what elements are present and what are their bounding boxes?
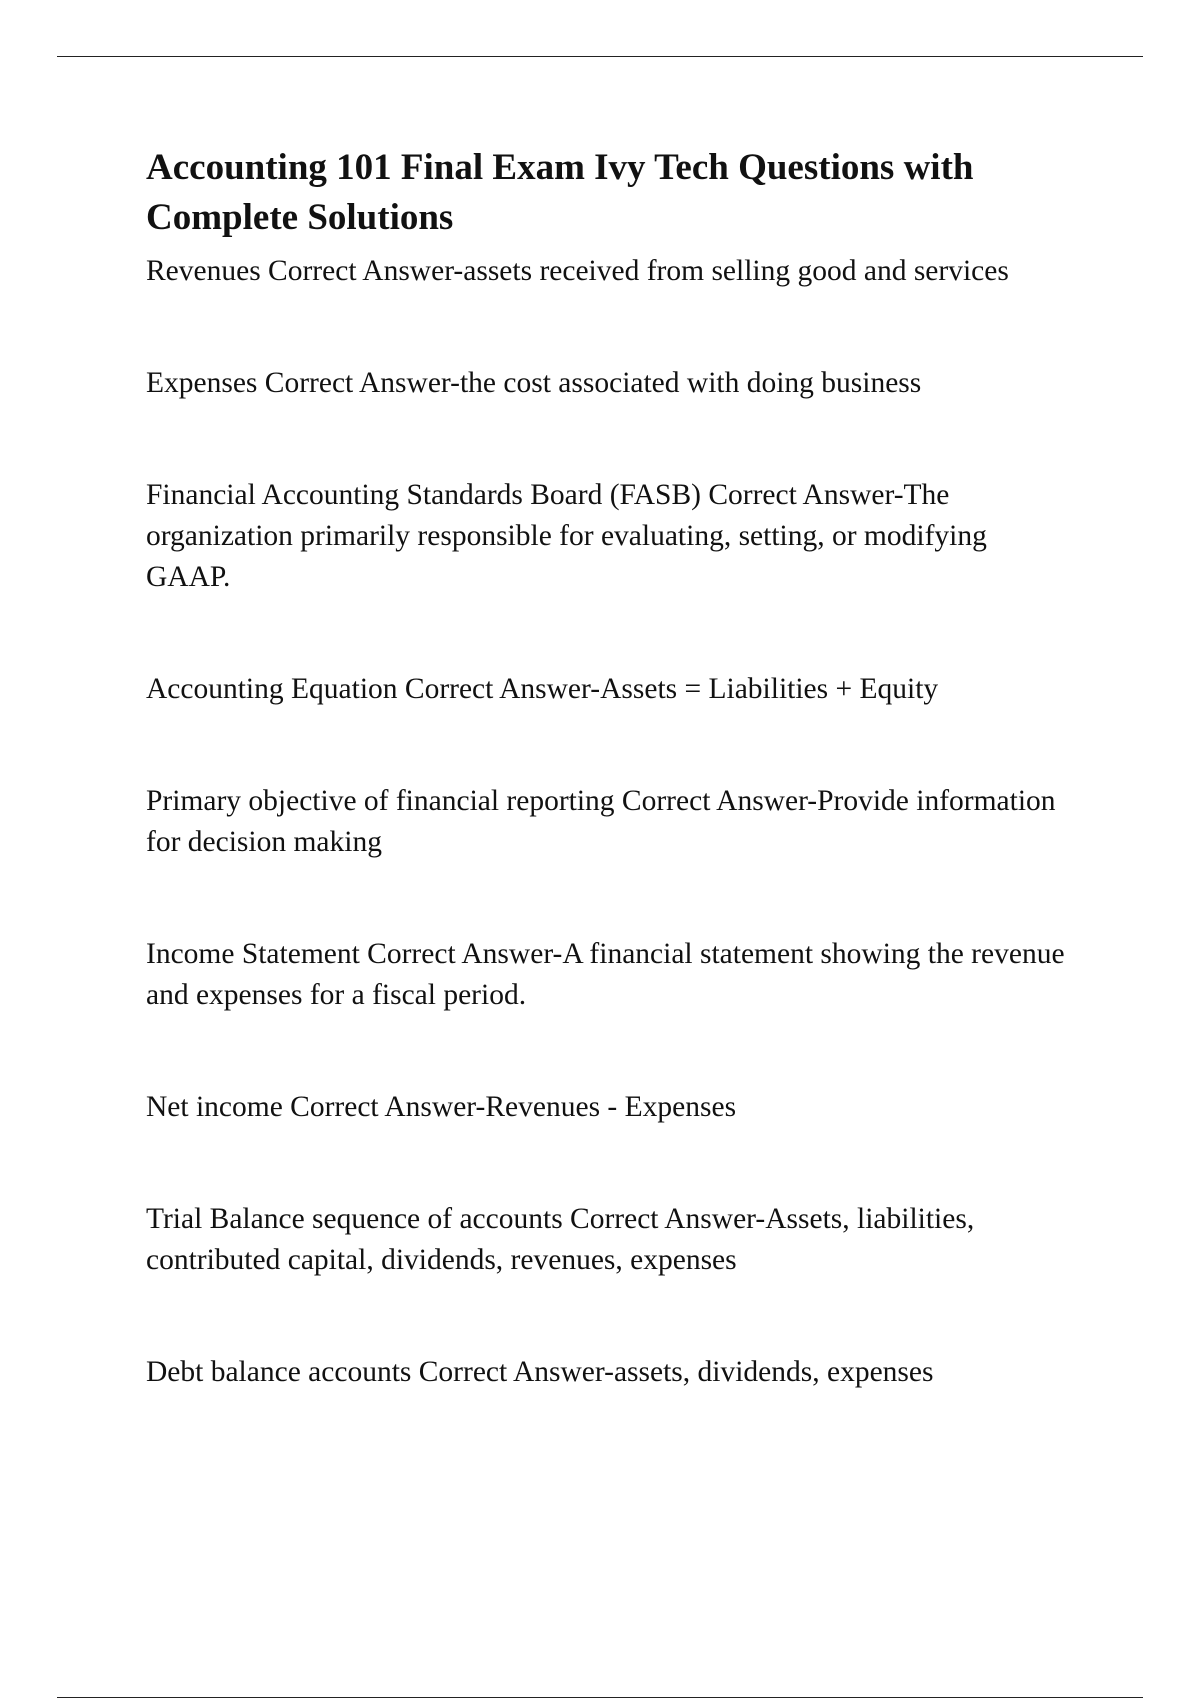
qa-item-accounting-equation: Accounting Equation Correct Answer-Assets = Liabilities + Equity (146, 673, 939, 705)
qa-list (146, 251, 1076, 1393)
footer-rule (57, 1697, 1143, 1698)
header-rule (57, 56, 1143, 57)
qa-item-primary-objective: Primary objective of financial reporting Correct Answer-Provide information for decision making (146, 785, 1056, 858)
qa-item-expenses: Expenses Correct Answer-the cost associated with doing business (146, 367, 922, 399)
qa-item-net-income: Net income Correct Answer-Revenues - Expenses (146, 1091, 737, 1123)
document-title: Accounting 101 Final Exam Ivy Tech Questions with Complete Solutions (146, 147, 974, 238)
qa-item-revenues: Revenues Correct Answer-assets received from selling good and services (146, 255, 1009, 287)
qa-item-fasb: Financial Accounting Standards Board (FASB) Correct Answer-The organization primarily responsible for evaluating, setting, or modifying GAAP. (146, 479, 987, 593)
qa-item-income-statement: Income Statement Correct Answer-A financial statement showing the revenue and expenses for a fiscal period. (146, 938, 1065, 1011)
document-body (146, 143, 1076, 1464)
qa-item-debt-balance: Debt balance accounts Correct Answer-assets, dividends, expenses (146, 1356, 934, 1388)
qa-item-trial-balance: Trial Balance sequence of accounts Correct Answer-Assets, liabilities, contributed capital, dividends, revenues, expenses (146, 1203, 975, 1276)
